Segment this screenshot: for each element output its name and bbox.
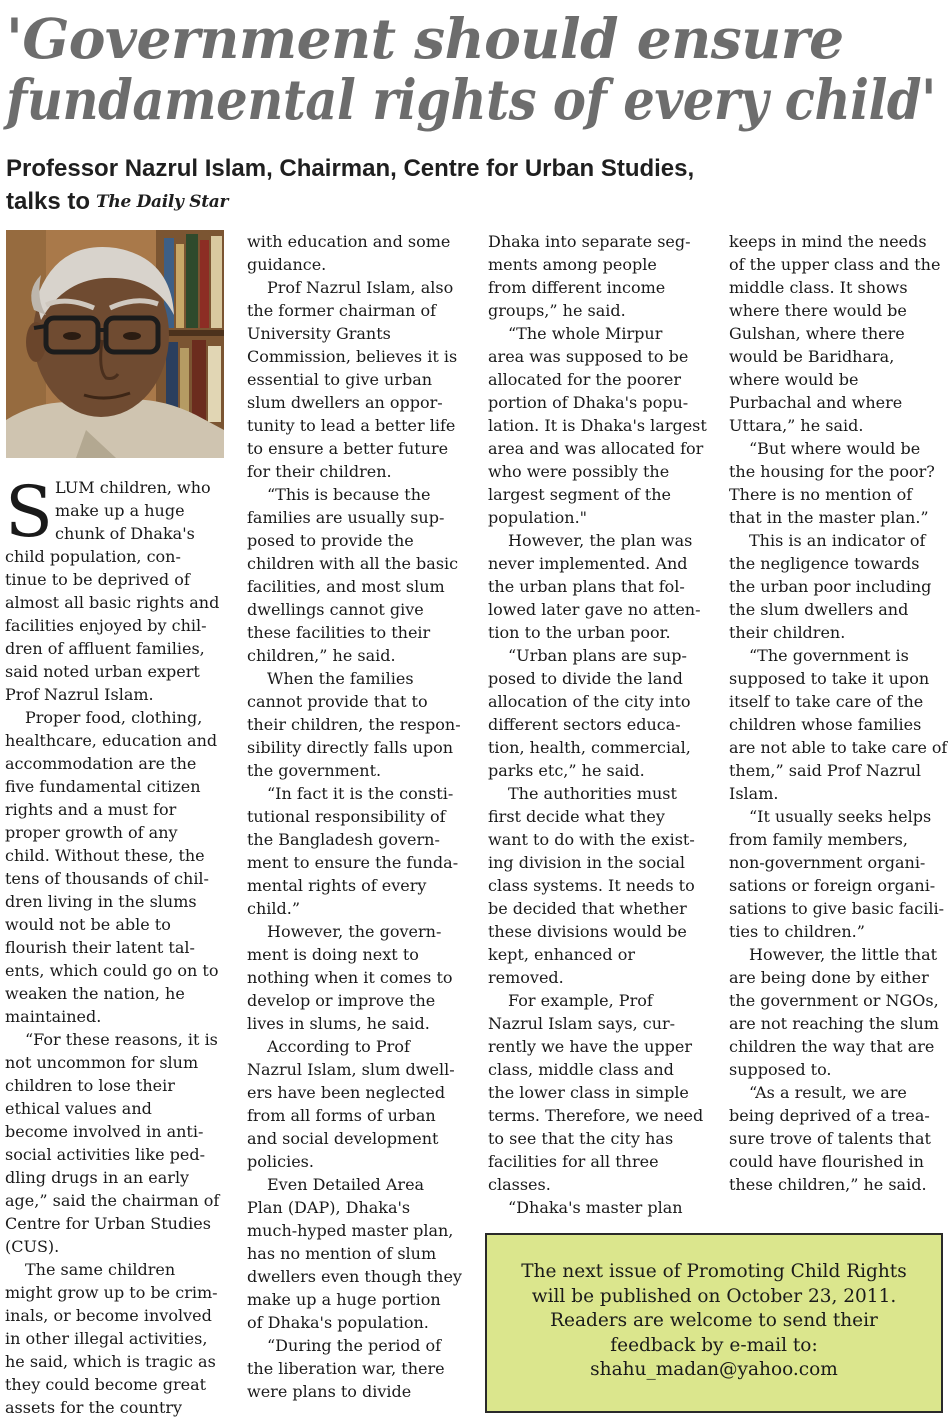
article-column-4 [729, 230, 947, 1196]
notice-email-address: shahu_madan@yahoo.com [590, 1359, 838, 1380]
article-text-line: the urban poor including [729, 577, 932, 596]
article-text-line: ers have been neglected [247, 1083, 446, 1102]
article-text-line: “It usually seeks helps [749, 807, 932, 826]
article-text-line: supposed to take it upon [729, 669, 930, 688]
article-text-line: sibility directly falls upon [247, 738, 454, 757]
article-text-line: from all forms of urban [247, 1106, 436, 1125]
article-text-line: want to do with the exist- [488, 830, 695, 849]
article-text-line: chunk of Dhaka's [55, 524, 195, 543]
article-text-line: were plans to divide [247, 1382, 412, 1401]
article-text-line: these facilities to their [247, 623, 431, 642]
article-text-line: would not be able to [5, 915, 171, 934]
article-text-line: Gulshan, where there [729, 324, 905, 343]
article-text-line: them,” said Prof Nazrul [729, 761, 922, 780]
article-text-line: Islam. [729, 784, 779, 803]
article-text-line: Prof Nazrul Islam, also [267, 278, 454, 297]
article-text-line: supposed to. [729, 1060, 832, 1079]
headline-line-2: fundamental rights of every child' [6, 67, 936, 132]
article-text-line: posed to divide the land [488, 669, 683, 688]
article-text-line: of Dhaka's population. [247, 1313, 429, 1332]
headline [6, 8, 936, 130]
article-text-line: essential to give urban [247, 370, 433, 389]
article-text-line: area was supposed to be [488, 347, 689, 366]
article-text-line: they could become great [5, 1375, 207, 1394]
article-text-line: the urban plans that fol- [488, 577, 685, 596]
article-text-line: population." [488, 508, 588, 527]
article-text-line: become involved in anti- [5, 1122, 204, 1141]
article-text-line: make up a huge [55, 501, 185, 520]
article-text-line: The authorities must [508, 784, 677, 803]
article-text-line: the slum dwellers and [729, 600, 909, 619]
article-text-line: different sectors educa- [488, 715, 681, 734]
article-text-line: Prof Nazrul Islam. [5, 685, 154, 704]
article-text-line: are not reaching the slum [729, 1014, 939, 1033]
article-text-line: class, middle class and [488, 1060, 674, 1079]
article-text-line: to ensure a better future [247, 439, 449, 458]
article-text-line: inals, or become involved [5, 1306, 212, 1325]
article-text-line: (CUS). [5, 1237, 60, 1256]
article-text-line: children,” he said. [247, 646, 396, 665]
article-text-line: where would be [729, 370, 859, 389]
article-text-line: According to Prof [267, 1037, 410, 1056]
article-text-line: these divisions would be [488, 922, 687, 941]
article-text-line: could have flourished in [729, 1152, 924, 1171]
article-text-line: Even Detailed Area [267, 1175, 425, 1194]
article-text-line: ments among people [488, 255, 657, 274]
article-text-line: facilities for all three [488, 1152, 659, 1171]
interview-deck [6, 152, 936, 219]
article-text-line: never implemented. And [488, 554, 688, 573]
article-text-line: children to lose their [5, 1076, 175, 1095]
article-text-line: Plan (DAP), Dhaka's [247, 1198, 411, 1217]
article-text-line: sations or foreign organi- [729, 876, 936, 895]
article-column-2 [247, 230, 469, 1403]
article-text-line: However, the little that [749, 945, 938, 964]
article-text-line: classes. [488, 1175, 551, 1194]
deck-talks-to: talks to [6, 188, 91, 215]
article-text-line: almost all basic rights and [5, 593, 220, 612]
article-text-line: first decide what they [488, 807, 665, 826]
article-text-line: accommodation are the [5, 754, 197, 773]
article-text-line: “This is because the [267, 485, 431, 504]
article-text-line: make up a huge portion [247, 1290, 441, 1309]
article-text-line: rights and a must for [5, 800, 177, 819]
article-text-line: in other illegal activities, [5, 1329, 208, 1348]
article-text-line: children with all the basic [247, 554, 459, 573]
article-text-line: proper growth of any [5, 823, 178, 842]
article-text-line: dren living in the slums [5, 892, 197, 911]
article-text-line: assets for the country [5, 1398, 183, 1417]
article-text-line: children the way that are [729, 1037, 935, 1056]
article-text-line: might grow up to be crim- [5, 1283, 218, 1302]
article-text-line: Centre for Urban Studies [5, 1214, 211, 1233]
article-text-line: flourish their latent tal- [5, 938, 195, 957]
article-text-line: social activities like ped- [5, 1145, 206, 1164]
article-text-line: sations to give basic facili- [729, 899, 944, 918]
article-text-line: allocation of the city into [488, 692, 691, 711]
article-text-line: “Urban plans are sup- [508, 646, 687, 665]
article-text-line: Nazrul Islam, slum dwell- [247, 1060, 455, 1079]
article-text-line: child population, con- [5, 547, 181, 566]
article-text-line: these children,” he said. [729, 1175, 927, 1194]
article-text-line: “But where would be [749, 439, 921, 458]
article-text-line: their children. [729, 623, 846, 642]
next-issue-notice [485, 1233, 943, 1413]
article-text-line: tens of thousands of chil- [5, 869, 209, 888]
article-text-line: the liberation war, there [247, 1359, 445, 1378]
article-text-line: he said, which is tragic as [5, 1352, 216, 1371]
notice-line-3: Readers are welcome to send their [550, 1310, 878, 1331]
article-text-line: middle class. It shows [729, 278, 908, 297]
article-text-line: not uncommon for slum [5, 1053, 199, 1072]
article-text-line: the negligence towards [729, 554, 920, 573]
article-text-line: Uttara,” he said. [729, 416, 864, 435]
article-text-line: facilities enjoyed by chil- [5, 616, 207, 635]
article-text-line: non-government organi- [729, 853, 926, 872]
article-text-line: posed to provide the [247, 531, 414, 550]
drop-cap: S [5, 471, 53, 553]
article-text-line: When the families [267, 669, 414, 688]
article-text-line: the lower class in simple [488, 1083, 689, 1102]
article-text-line: tion to the urban poor. [488, 623, 671, 642]
article-text-line: “As a result, we are [749, 1083, 907, 1102]
article-text-line: Dhaka into separate seg- [488, 232, 691, 251]
article-text-line: to see that the city has [488, 1129, 674, 1148]
article-text-line: children whose families [729, 715, 922, 734]
article-text-line: the former chairman of [247, 301, 437, 320]
article-text-line: “Dhaka's master plan [508, 1198, 683, 1217]
article-text-line: and social development [247, 1129, 439, 1148]
article-text-line: develop or improve the [247, 991, 436, 1010]
article-column-3 [488, 230, 710, 1219]
article-text-line: tinue to be deprived of [5, 570, 190, 589]
article-text-line: lation. It is Dhaka's largest [488, 416, 707, 435]
article-text-line: has no mention of slum [247, 1244, 437, 1263]
article-text-line: “For these reasons, it is [25, 1030, 218, 1049]
article-text-line: ties to children.” [729, 922, 865, 941]
article-text-line: keeps in mind the needs [729, 232, 927, 251]
article-text-line: However, the govern- [267, 922, 442, 941]
article-text-line: from family members, [729, 830, 908, 849]
article-text-line: be decided that whether [488, 899, 687, 918]
article-text-line: mental rights of every [247, 876, 427, 895]
article-text-line: removed. [488, 968, 564, 987]
article-text-line: who were possibly the [488, 462, 670, 481]
article-text-line: for their children. [247, 462, 392, 481]
article-text-line: would be Baridhara, [729, 347, 895, 366]
article-text-line: Purbachal and where [729, 393, 903, 412]
article-text-line: policies. [247, 1152, 314, 1171]
article-text-line: terms. Therefore, we need [488, 1106, 704, 1125]
article-text-line: child.” [247, 899, 301, 918]
article-text-line: class systems. It needs to [488, 876, 695, 895]
article-text-line: maintained. [5, 1007, 102, 1026]
article-text-line: their children, the respon- [247, 715, 461, 734]
article-text-line: healthcare, education and [5, 731, 218, 750]
article-text-line: slum dwellers an oppor- [247, 393, 443, 412]
article-text-line: guidance. [247, 255, 327, 274]
article-text-line: where there would be [729, 301, 907, 320]
article-text-line: that in the master plan.” [729, 508, 929, 527]
article-text-line: child. Without these, the [5, 846, 205, 865]
article-text-line: itself to take care of the [729, 692, 924, 711]
article-text-line: area and was allocated for [488, 439, 704, 458]
article-text-line: the Bangladesh govern- [247, 830, 440, 849]
article-text-line: dwellings cannot give [247, 600, 424, 619]
notice-line-4: feedback by e-mail to: [610, 1334, 818, 1356]
article-text-line: being deprived of a trea- [729, 1106, 930, 1125]
article-column-1 [5, 471, 227, 1419]
notice-line-2: will be published on October 23, 2011. [531, 1285, 897, 1307]
article-text-line: said noted urban expert [5, 662, 200, 681]
article-text-line: tutional responsibility of [247, 807, 446, 826]
article-text-line: Proper food, clothing, [25, 708, 203, 727]
article-text-line: Nazrul Islam says, cur- [488, 1014, 676, 1033]
article-text-line: sure trove of talents that [729, 1129, 931, 1148]
headline-line-1: 'Government should ensure [6, 6, 844, 71]
article-text-line: parks etc,” he said. [488, 761, 645, 780]
article-text-line: age,” said the chairman of [5, 1191, 220, 1210]
notice-line-1: The next issue of Promoting Child Rights [521, 1261, 907, 1282]
article-text-line: There is no mention of [729, 485, 913, 504]
deck-line-1: Professor Nazrul Islam, Chairman, Centre for Urban Studies, [6, 155, 695, 182]
article-text-line: from different income [488, 278, 666, 297]
article-text-line: ment is doing next to [247, 945, 419, 964]
article-text-line: ing division in the social [488, 853, 685, 872]
article-text-line: dwellers even though they [247, 1267, 462, 1286]
article-text-line: largest segment of the [488, 485, 671, 504]
article-text-line: the government. [247, 761, 382, 780]
daily-star-masthead-logo: The Daily Star [96, 192, 229, 212]
article-text-line: allocated for the poorer [488, 370, 681, 389]
article-text-line: tion, health, commercial, [488, 738, 691, 757]
article-text-line: University Grants [247, 324, 391, 343]
article-text-line: “The whole Mirpur [508, 324, 663, 343]
article-text-line: “During the period of [267, 1336, 441, 1355]
deck-line-2 [6, 185, 936, 219]
article-text-line: “The government is [749, 646, 909, 665]
article-text-line: families are usually sup- [247, 508, 445, 527]
article-text-line: nothing when it comes to [247, 968, 453, 987]
article-text-line: lowed later gave no atten- [488, 600, 701, 619]
article-text-line: with education and some [247, 232, 451, 251]
article-text-line: kept, enhanced or [488, 945, 635, 964]
article-text-line: rently we have the upper [488, 1037, 692, 1056]
article-text-line: are being done by either [729, 968, 929, 987]
article-text-line: facilities, and most slum [247, 577, 445, 596]
article-text-line: weaken the nation, he [5, 984, 185, 1003]
article-text-line: tunity to lead a better life [247, 416, 456, 435]
article-text-line: the government or NGOs, [729, 991, 939, 1010]
article-text-line: This is an indicator of [749, 531, 926, 550]
portrait-photo [6, 230, 224, 458]
article-text-line: ents, which could go on to [5, 961, 219, 980]
article-text-line: Commission, believes it is [247, 347, 458, 366]
article-text-line: ment to ensure the funda- [247, 853, 459, 872]
article-text-line: For example, Prof [508, 991, 653, 1010]
article-text-line: groups,” he said. [488, 301, 626, 320]
article-text-line: lives in slums, he said. [247, 1014, 430, 1033]
article-text-line: dren of affluent families, [5, 639, 205, 658]
article-text-line: dling drugs in an early [5, 1168, 190, 1187]
article-text-line: are not able to take care of [729, 738, 948, 757]
article-text-line: of the upper class and the [729, 255, 941, 274]
article-text-line: much-hyped master plan, [247, 1221, 454, 1240]
article-text-line: five fundamental citizen [5, 777, 201, 796]
article-text-line: However, the plan was [508, 531, 693, 550]
article-text-line: LUM children, who [55, 478, 211, 497]
article-text-line: ethical values and [5, 1099, 152, 1118]
article-text-line: portion of Dhaka's popu- [488, 393, 689, 412]
article-text-line: cannot provide that to [247, 692, 428, 711]
article-text-line: The same children [25, 1260, 176, 1279]
article-text-line: “In fact it is the consti- [267, 784, 454, 803]
article-text-line: the housing for the poor? [729, 462, 935, 481]
